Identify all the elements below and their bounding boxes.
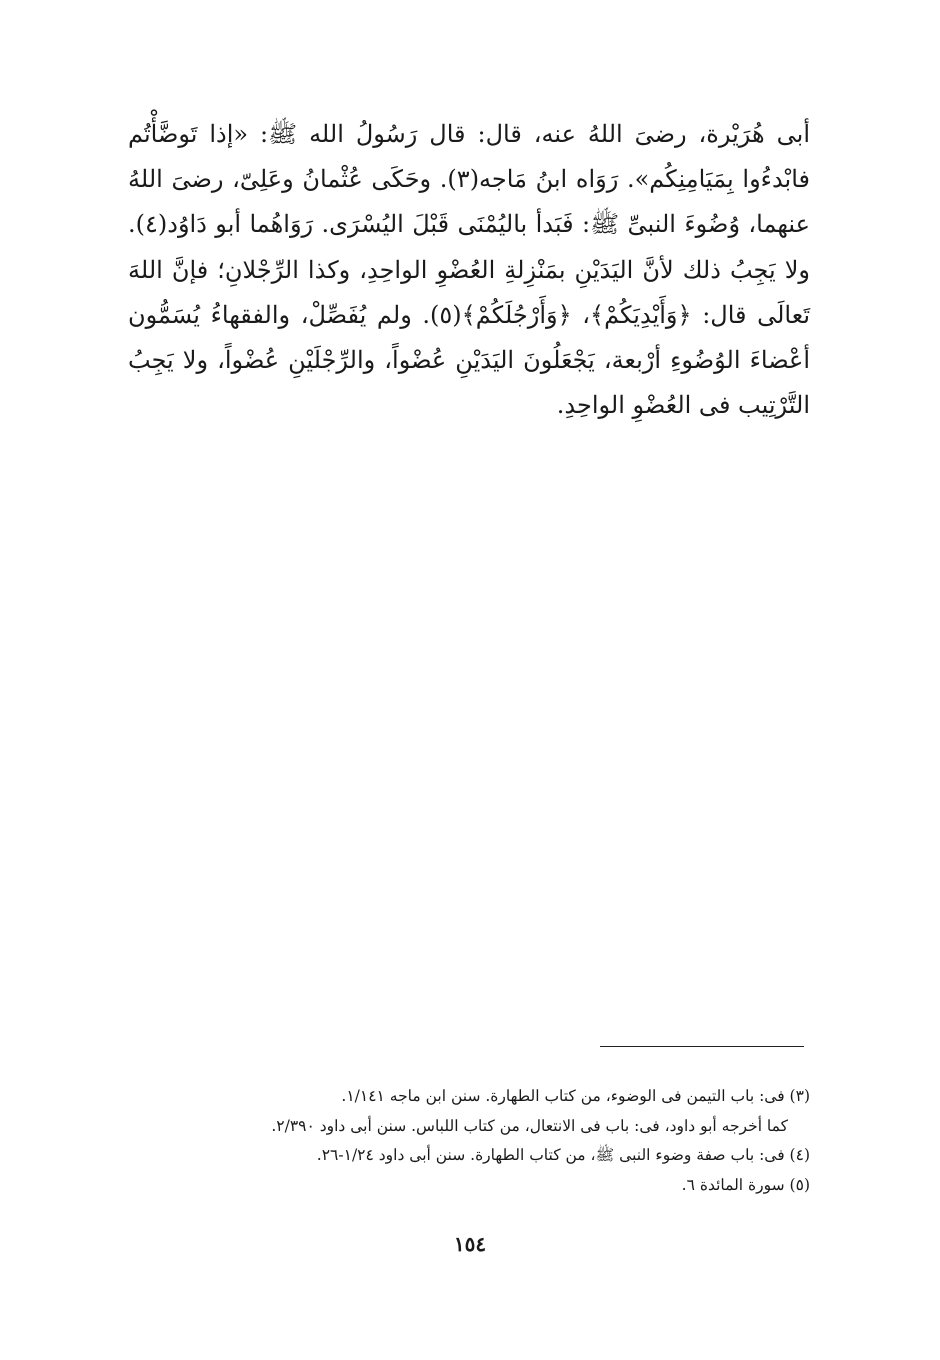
footnote-4: (٤) فى: باب صفة وضوء النبى ﷺ، من كتاب الطهارة. سنن أبى داود ١/٢٤-٢٦. [316, 1146, 810, 1164]
page-number: ١٥٤ [453, 1232, 487, 1256]
footnote-3: (٣) فى: باب التيمن فى الوضوء، من كتاب الطهارة. سنن ابن ماجه ١/١٤١. [341, 1087, 810, 1105]
footnotes-block [200, 1082, 810, 1200]
footnote-5: (٥) سورة المائدة ٦. [681, 1175, 810, 1194]
main-paragraph: أبى هُرَيْرة، رضىَ اللهُ عنه، قال: قال رَسُولُ الله ﷺ: «إذا تَوضَّأْتُم فابْدءُوا بِمَيَامِنِكُم». رَوَاه ابنُ مَاجه(٣). وحَكَى عُثْمانُ وعَلِىّ، رضىَ اللهُ عنهما، وُضُوءَ النبىِّ ﷺ: فَبَدأ باليُمْنَى قَبْلَ اليُسْرَى. رَوَاهُما أبو دَاوُد(٤). ولا يَجِبُ ذلك لأنَّ اليَدَيْنِ بمَنْزِلةِ العُضْوِ الواحِدِ، وكذا الرِّجْلانِ؛ فإنَّ اللهَ تَعالَى قال: ﴿وَأَيْدِيَكُمْ﴾، ﴿وَأَرْجُلَكُمْ﴾(٥). ولم يُفَصِّلْ، والفقهاءُ يُسَمُّون أعْضاءَ الوُضُوءِ أرْبعة، يَجْعَلُونَ اليَدَيْنِ عُضْواً، والرِّجْلَيْنِ عُضْواً، ولا يَجِبُ التَّرْتِيب فى العُضْوِ الواحِدِ. [128, 120, 811, 420]
footnote-3-continuation: كما أخرجه أبو داود، فى: باب فى الانتعال، من كتاب اللباس. سنن أبى داود ٢/٣٩٠. [271, 1116, 788, 1135]
footnote-divider [600, 1046, 804, 1047]
main-text-block [128, 112, 810, 428]
